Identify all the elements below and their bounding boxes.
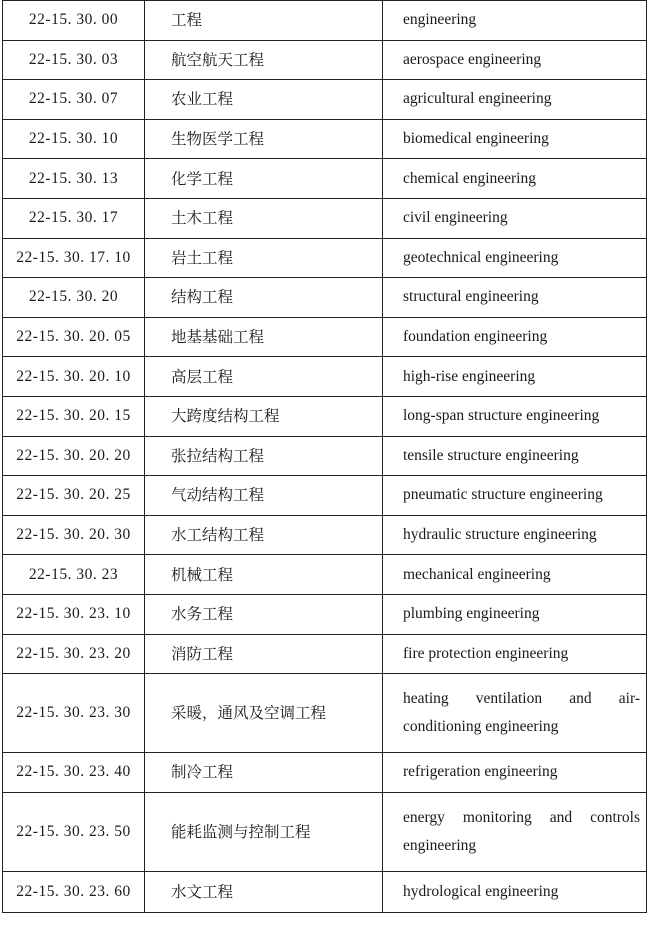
english-term-cell: refrigeration engineering (383, 753, 647, 793)
english-term-cell: high-rise engineering (383, 357, 647, 397)
code-cell: 22-15. 30. 20 (3, 278, 145, 318)
chinese-term-cell: 能耗监测与控制工程 (145, 792, 383, 871)
table-row (3, 119, 647, 159)
table-row (3, 436, 647, 476)
code-cell: 22-15. 30. 23 (3, 555, 145, 595)
table-row (3, 674, 647, 753)
chinese-term-cell: 大跨度结构工程 (145, 396, 383, 436)
table-row (3, 634, 647, 674)
english-term-cell: hydraulic structure engineering (383, 515, 647, 555)
code-cell: 22-15. 30. 20. 10 (3, 357, 145, 397)
english-term-cell: mechanical engineering (383, 555, 647, 595)
code-cell: 22-15. 30. 23. 40 (3, 753, 145, 793)
table-row (3, 792, 647, 871)
code-cell: 22-15. 30. 07 (3, 80, 145, 120)
code-cell: 22-15. 30. 10 (3, 119, 145, 159)
table-row (3, 40, 647, 80)
chinese-term-cell: 地基基础工程 (145, 317, 383, 357)
chinese-term-cell: 高层工程 (145, 357, 383, 397)
chinese-term-cell: 水务工程 (145, 594, 383, 634)
table-row (3, 198, 647, 238)
english-term-cell: chemical engineering (383, 159, 647, 199)
english-term-cell: plumbing engineering (383, 594, 647, 634)
table-body (3, 1, 647, 913)
chinese-term-cell: 张拉结构工程 (145, 436, 383, 476)
chinese-term-cell: 生物医学工程 (145, 119, 383, 159)
code-cell: 22-15. 30. 20. 30 (3, 515, 145, 555)
english-term-cell: structural engineering (383, 278, 647, 318)
table-row (3, 80, 647, 120)
chinese-term-cell: 水文工程 (145, 871, 383, 912)
chinese-term-cell: 工程 (145, 1, 383, 41)
english-term-cell: tensile structure engineering (383, 436, 647, 476)
english-term-cell: geotechnical engineering (383, 238, 647, 278)
chinese-term-cell: 结构工程 (145, 278, 383, 318)
code-cell: 22-15. 30. 23. 60 (3, 871, 145, 912)
chinese-term-cell: 农业工程 (145, 80, 383, 120)
english-term-cell: aerospace engineering (383, 40, 647, 80)
chinese-term-cell: 采暖，通风及空调工程 (145, 674, 383, 753)
code-cell: 22-15. 30. 20. 20 (3, 436, 145, 476)
english-term-cell: hydrological engineering (383, 871, 647, 912)
code-cell: 22-15. 30. 23. 20 (3, 634, 145, 674)
table-row (3, 357, 647, 397)
chinese-term-cell: 制冷工程 (145, 753, 383, 793)
table-row (3, 317, 647, 357)
table-row (3, 555, 647, 595)
english-term-cell: engineering (383, 1, 647, 41)
table-row (3, 476, 647, 516)
code-cell: 22-15. 30. 13 (3, 159, 145, 199)
code-cell: 22-15. 30. 20. 05 (3, 317, 145, 357)
code-cell: 22-15. 30. 20. 15 (3, 396, 145, 436)
code-cell: 22-15. 30. 17 (3, 198, 145, 238)
table-row (3, 515, 647, 555)
table-row (3, 1, 647, 41)
table-row (3, 396, 647, 436)
code-cell: 22-15. 30. 17. 10 (3, 238, 145, 278)
chinese-term-cell: 机械工程 (145, 555, 383, 595)
table-row (3, 753, 647, 793)
table-row (3, 594, 647, 634)
english-term-cell: biomedical engineering (383, 119, 647, 159)
code-cell: 22-15. 30. 23. 50 (3, 792, 145, 871)
chinese-term-cell: 土木工程 (145, 198, 383, 238)
table-row (3, 238, 647, 278)
code-cell: 22-15. 30. 00 (3, 1, 145, 41)
chinese-term-cell: 气动结构工程 (145, 476, 383, 516)
english-term-cell: fire protection engineering (383, 634, 647, 674)
table-row (3, 871, 647, 912)
chinese-term-cell: 航空航天工程 (145, 40, 383, 80)
chinese-term-cell: 水工结构工程 (145, 515, 383, 555)
english-term-cell: agricultural engineering (383, 80, 647, 120)
table-row (3, 159, 647, 199)
english-term-cell: long-span structure engineering (383, 396, 647, 436)
chinese-term-cell: 岩土工程 (145, 238, 383, 278)
english-term-cell: energy monitoring and controls engineering (383, 792, 647, 871)
chinese-term-cell: 化学工程 (145, 159, 383, 199)
terminology-table (2, 0, 647, 913)
code-cell: 22-15. 30. 20. 25 (3, 476, 145, 516)
chinese-term-cell: 消防工程 (145, 634, 383, 674)
english-term-cell: civil engineering (383, 198, 647, 238)
code-cell: 22-15. 30. 03 (3, 40, 145, 80)
english-term-cell: heating ventilation and air-conditioning engineering (383, 674, 647, 753)
table-row (3, 278, 647, 318)
code-cell: 22-15. 30. 23. 10 (3, 594, 145, 634)
code-cell: 22-15. 30. 23. 30 (3, 674, 145, 753)
english-term-cell: foundation engineering (383, 317, 647, 357)
english-term-cell: pneumatic structure engineering (383, 476, 647, 516)
